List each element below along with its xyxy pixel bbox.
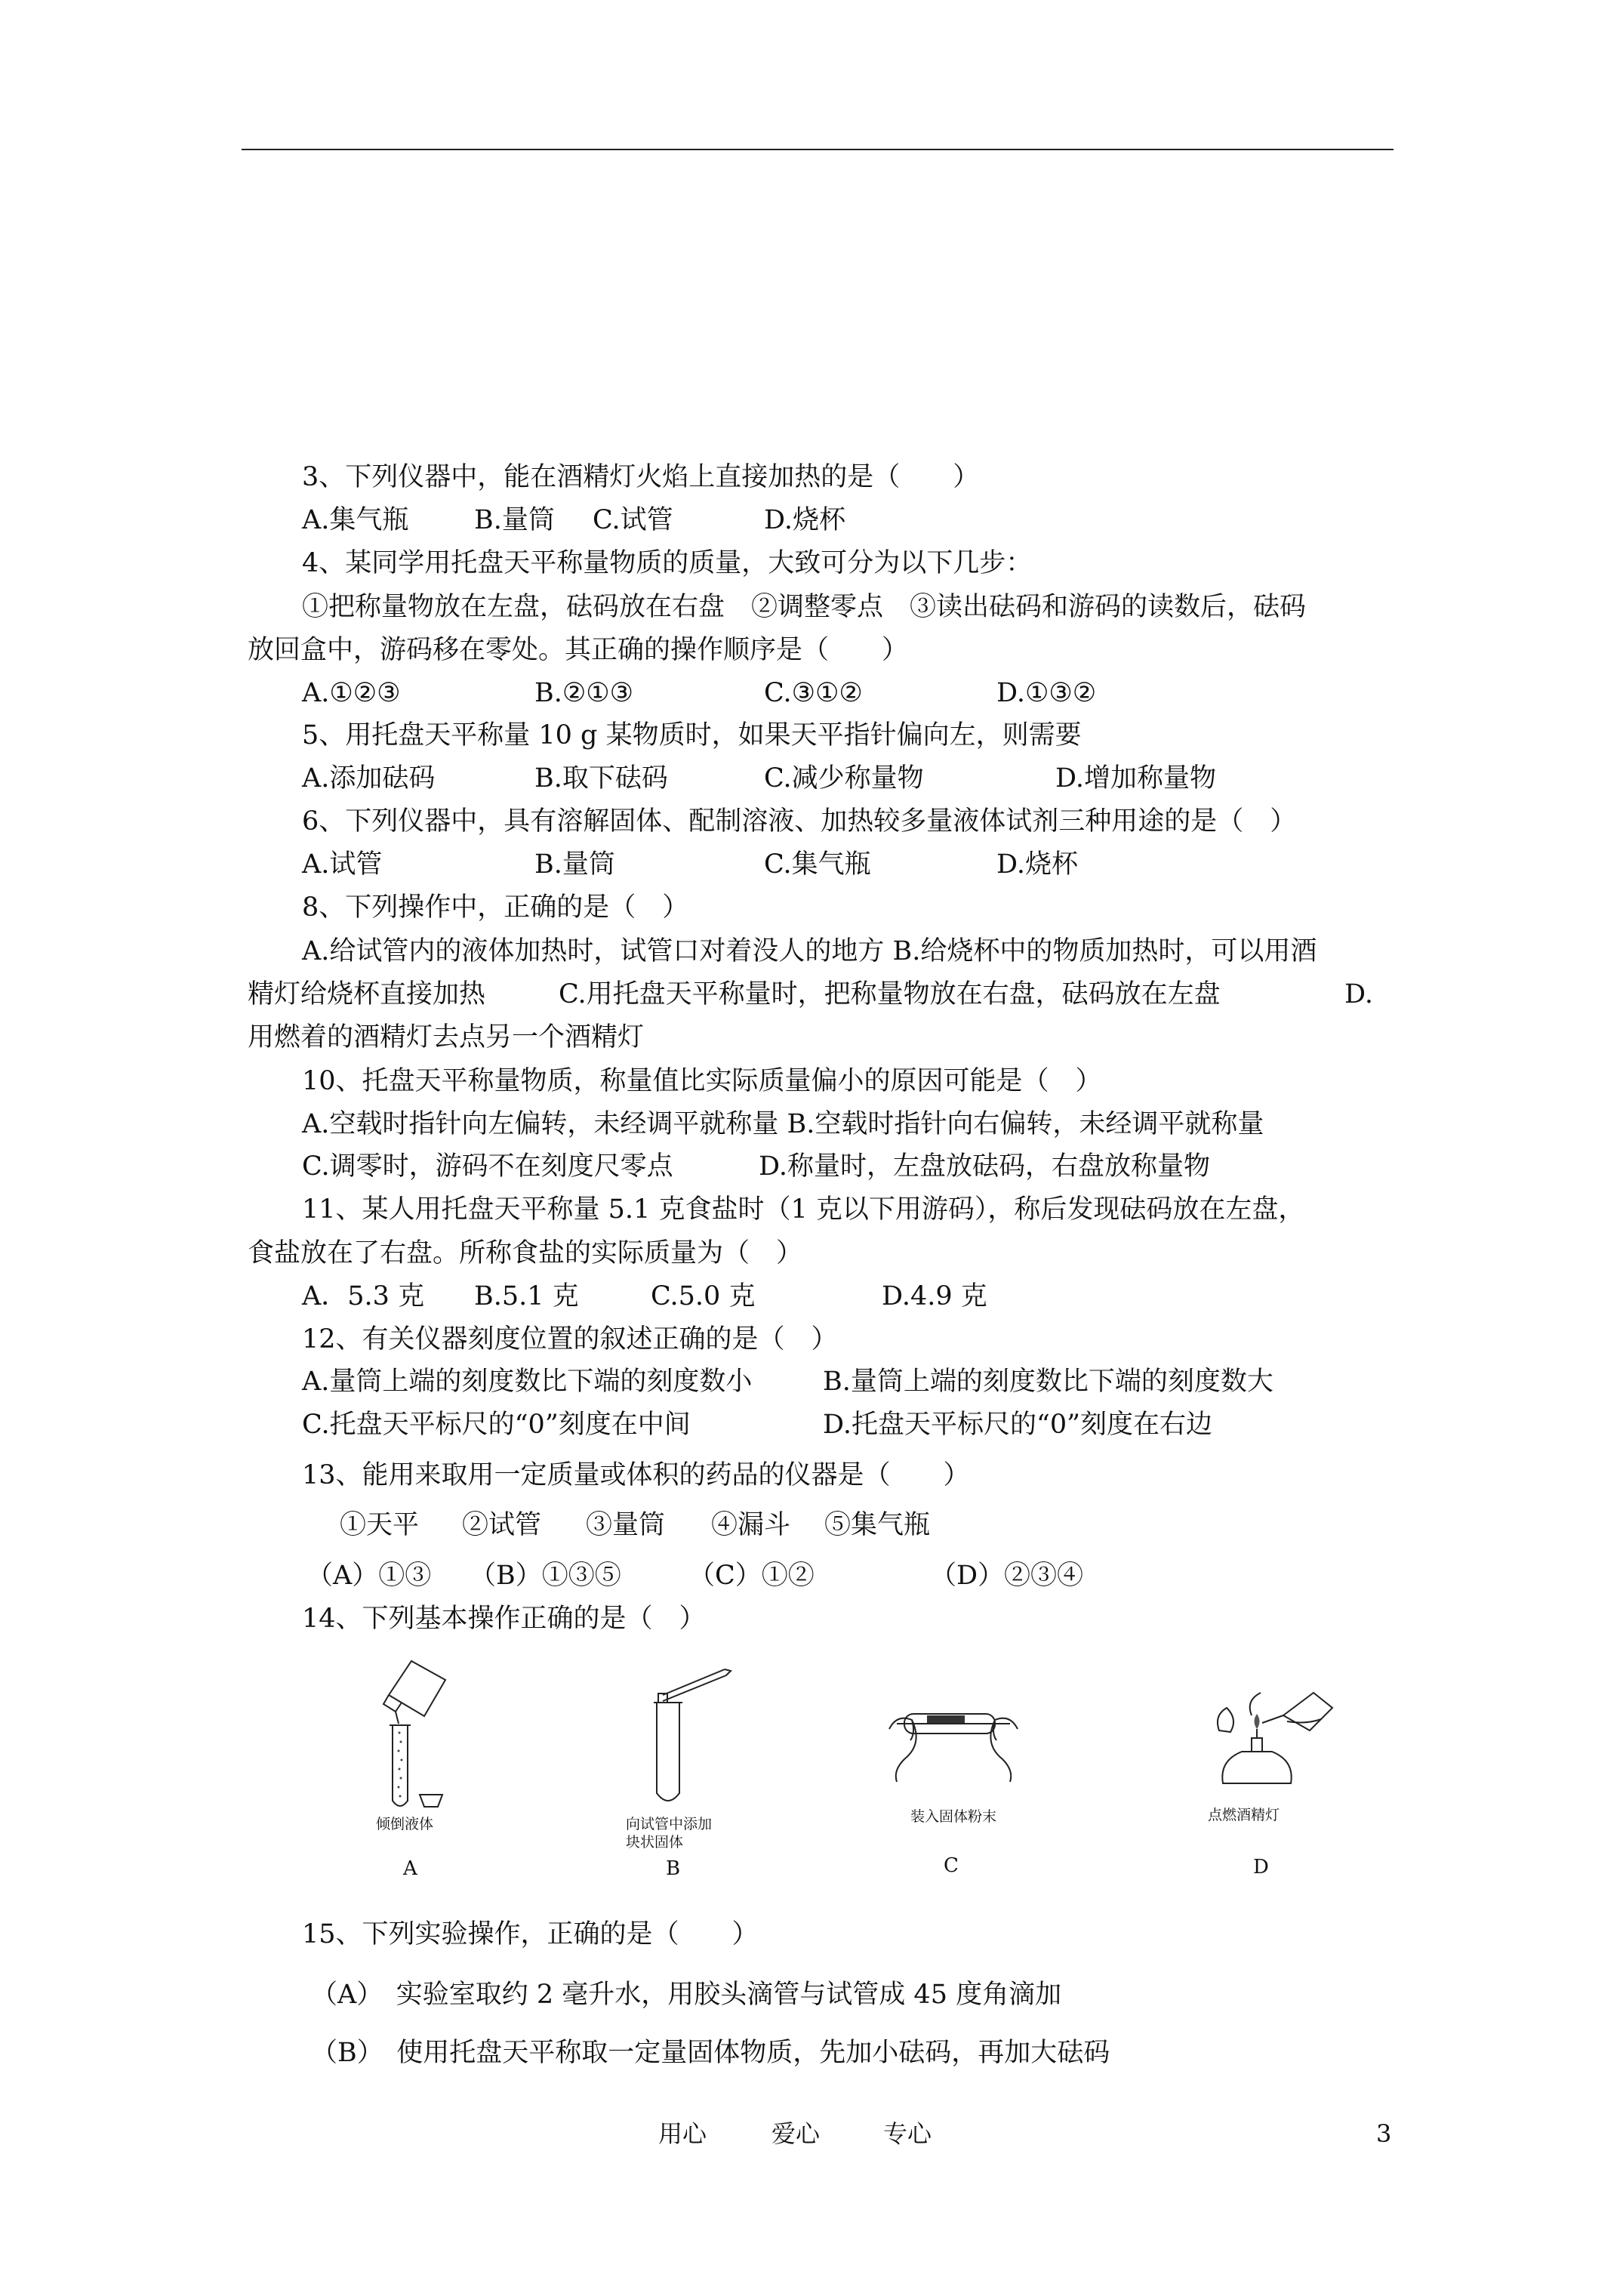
figure-b-caption: 向试管中添加 块状固体 bbox=[626, 1816, 713, 1851]
q12-option-b: B.量筒上端的刻度数比下端的刻度数大 bbox=[823, 1367, 1273, 1397]
q12-stem: 12、有关仪器刻度位置的叙述正确的是（ ） bbox=[302, 1324, 838, 1354]
q8-line3: 用燃着的酒精灯去点另一个酒精灯 bbox=[248, 1022, 645, 1052]
q8-stem: 8、下列操作中，正确的是（ ） bbox=[302, 892, 689, 923]
q5-option-c: C.减少称量物 bbox=[764, 763, 924, 794]
q15-option-b: （B） 使用托盘天平称取一定量固体物质，先加小砝码，再加大砝码 bbox=[311, 2038, 1110, 2068]
q13-option-b: （B）①③⑤ bbox=[470, 1561, 621, 1591]
figure-c-letter: C bbox=[944, 1854, 959, 1877]
q11-line2: 食盐放在了右盘。所称食盐的实际质量为（ ） bbox=[248, 1238, 803, 1268]
figure-c-caption: 装入固体粉末 bbox=[910, 1808, 997, 1825]
q6-stem: 6、下列仪器中，具有溶解固体、配制溶液、加热较多量液体试剂三种用途的是（ ） bbox=[302, 806, 1297, 837]
q10-stem: 10、托盘天平称量物质，称量值比实际质量偏小的原因可能是（ ） bbox=[302, 1066, 1102, 1096]
q4-line2: 放回盒中，游码移在零处。其正确的操作顺序是（ ） bbox=[248, 635, 909, 665]
q15-stem: 15、下列实验操作，正确的是（ ） bbox=[302, 1919, 759, 1949]
q10-line2a: C.调零时，游码不在刻度尺零点 bbox=[302, 1151, 673, 1182]
q4-line1: ①把称量物放在左盘，砝码放在右盘 ②调整零点 ③读出砝码和游码的读数后，砝码 bbox=[302, 592, 1307, 622]
q6-option-b: B.量筒 bbox=[534, 849, 615, 880]
q13-item-5: ⑤集气瓶 bbox=[824, 1510, 931, 1540]
figure-d-letter: D bbox=[1253, 1856, 1269, 1878]
q3-option-d: D.烧杯 bbox=[764, 505, 845, 535]
q4-option-c: C.③①② bbox=[764, 678, 863, 708]
q10-line2b: D.称量时，左盘放砝码，右盘放称量物 bbox=[759, 1151, 1210, 1182]
q3-option-a: A.集气瓶 bbox=[302, 505, 409, 535]
q11-option-b: B.5.1 克 bbox=[474, 1281, 579, 1311]
q8-line1: A.给试管内的液体加热时，试管口对着没人的地方 B.给烧杯中的物质加热时，可以用酒 bbox=[302, 936, 1317, 966]
q8-line2b: C.用托盘天平称量时，把称量物放在右盘，砝码放在左盘 bbox=[559, 979, 1221, 1009]
q13-item-1: ①天平 bbox=[340, 1510, 420, 1540]
footer-item-3: 专心 bbox=[883, 2119, 932, 2148]
q6-option-d: D.烧杯 bbox=[996, 849, 1078, 880]
figure-a-caption: 倾倒液体 bbox=[376, 1816, 434, 1832]
footer-item-1: 用心 bbox=[658, 2119, 707, 2148]
figure-a-letter: A bbox=[403, 1857, 417, 1880]
q12-option-c: C.托盘天平标尺的“0”刻度在中间 bbox=[302, 1410, 691, 1440]
q11-option-d: D.4.9 克 bbox=[882, 1281, 987, 1311]
q4-option-b: B.②①③ bbox=[534, 678, 633, 708]
q4-option-a: A.①②③ bbox=[302, 678, 401, 708]
q13-option-a: （A）①③ bbox=[306, 1561, 432, 1591]
q13-stem: 13、能用来取用一定质量或体积的药品的仪器是（ ） bbox=[302, 1460, 970, 1490]
q13-item-3: ③量筒 bbox=[586, 1510, 666, 1540]
q13-option-c: （C）①② bbox=[688, 1561, 815, 1591]
figure-d-caption: 点燃酒精灯 bbox=[1208, 1807, 1280, 1823]
q6-option-c: C.集气瓶 bbox=[764, 849, 871, 880]
q6-option-a: A.试管 bbox=[302, 849, 383, 880]
q5-option-b: B.取下砝码 bbox=[534, 763, 668, 794]
q8-line2c: D. bbox=[1344, 979, 1373, 1009]
q13-item-4: ④漏斗 bbox=[711, 1510, 791, 1540]
q11-option-c: C.5.0 克 bbox=[651, 1281, 756, 1311]
q11-stem: 11、某人用托盘天平称量 5.1 克食盐时（1 克以下用游码），称后发现砝码放在左盘， bbox=[302, 1194, 1305, 1225]
footer-item-2: 爱心 bbox=[771, 2119, 821, 2148]
q13-option-d: （D）②③④ bbox=[930, 1561, 1084, 1591]
q8-line2a: 精灯给烧杯直接加热 bbox=[248, 979, 486, 1009]
q14-stem: 14、下列基本操作正确的是（ ） bbox=[302, 1604, 706, 1634]
q10-line1: A.空载时指针向左偏转，未经调平就称量 B.空载时指针向右偏转，未经调平就称量 bbox=[302, 1109, 1264, 1139]
q4-option-d: D.①③② bbox=[996, 678, 1097, 708]
figure-c-loading-powder bbox=[882, 1699, 1025, 1797]
q12-option-a: A.量筒上端的刻度数比下端的刻度数小 bbox=[302, 1367, 753, 1397]
q12-option-d: D.托盘天平标尺的“0”刻度在右边 bbox=[823, 1410, 1212, 1440]
q3-option-b: B.量筒 bbox=[474, 505, 555, 535]
q11-option-a: A．5.3 克 bbox=[302, 1281, 425, 1311]
q5-stem: 5、用托盘天平称量 10 g 某物质时，如果天平指针偏向左，则需要 bbox=[302, 720, 1082, 750]
q5-option-a: A.添加砝码 bbox=[302, 763, 436, 794]
figure-a-pouring-liquid bbox=[362, 1657, 498, 1816]
page-number: 3 bbox=[1376, 2119, 1392, 2148]
figure-b-adding-solid bbox=[627, 1665, 747, 1816]
q5-option-d: D.增加称量物 bbox=[1055, 763, 1216, 794]
q15-option-a: （A） 实验室取约 2 毫升水，用胶头滴管与试管成 45 度角滴加 bbox=[311, 1980, 1062, 2010]
q3-option-c: C.试管 bbox=[593, 505, 673, 535]
figure-b-letter: B bbox=[666, 1857, 681, 1880]
q4-stem: 4、某同学用托盘天平称量物质的质量，大致可分为以下几步： bbox=[302, 548, 1033, 578]
figure-d-lighting-lamp bbox=[1200, 1685, 1336, 1806]
header-rule bbox=[242, 149, 1394, 150]
q3-stem: 3、下列仪器中，能在酒精灯火焰上直接加热的是（ ） bbox=[302, 462, 980, 492]
q13-item-2: ②试管 bbox=[462, 1510, 542, 1540]
